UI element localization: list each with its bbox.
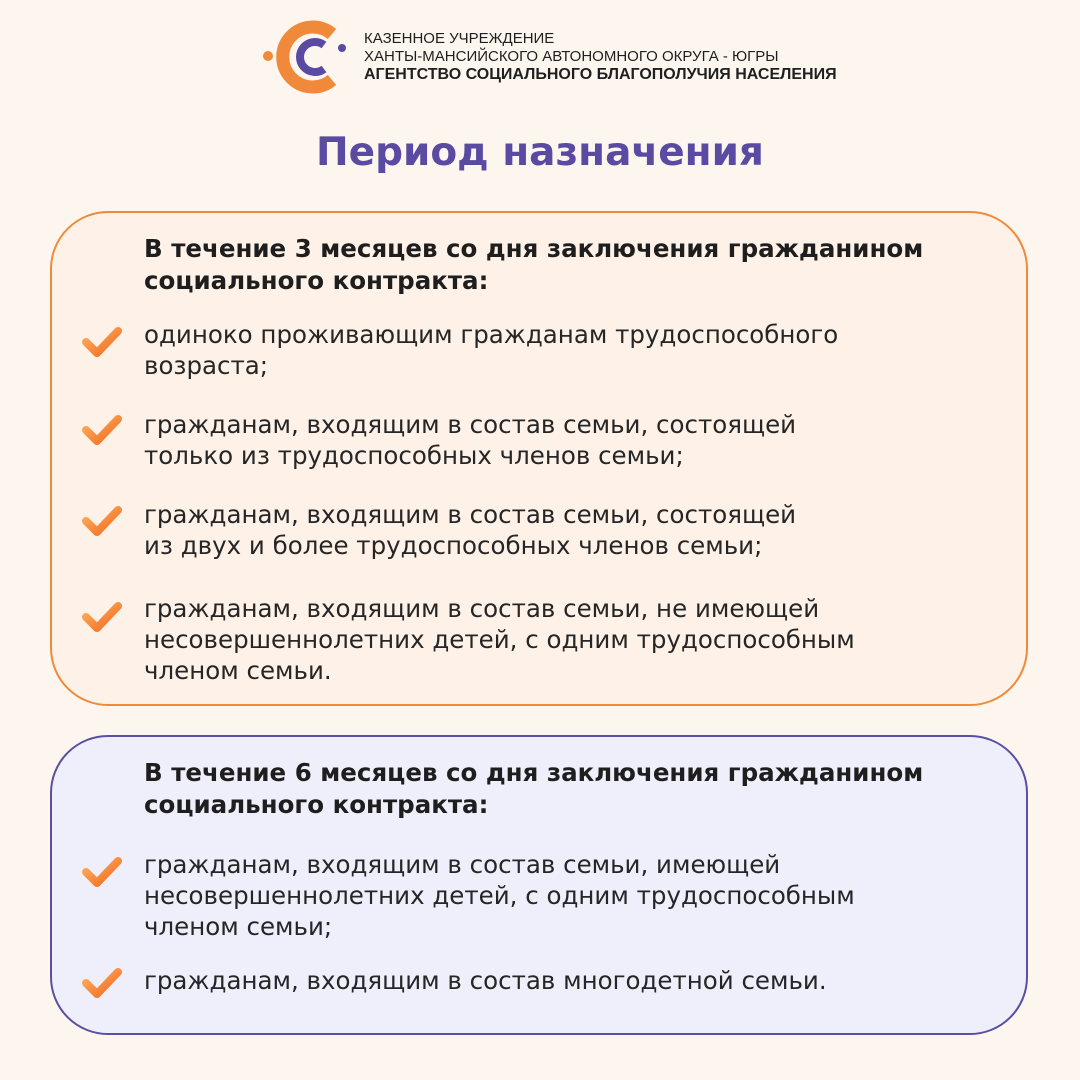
org-line-2: ХАНТЫ-МАНСИЙСКОГО АВТОНОМНОГО ОКРУГА - ЮГРЫ (364, 48, 779, 65)
list-item-line: несовершеннолетних детей, с одним трудоспособным (144, 881, 855, 910)
list-item-line: членом семьи; (144, 912, 333, 941)
list-item (144, 593, 1004, 686)
list-item-line: гражданам, входящим в состав семьи, не имеющей (144, 594, 820, 623)
heading-line: В течение 3 месяцев со дня заключения гражданином (144, 234, 924, 263)
section-3-months-heading (144, 233, 1004, 297)
list-item-line: несовершеннолетних детей, с одним трудоспособным (144, 625, 855, 654)
list-item (144, 849, 1004, 942)
list-item (144, 965, 1004, 996)
list-item-line: гражданам, входящим в состав семьи, состоящей (144, 410, 797, 439)
checkmark-icon (82, 410, 122, 450)
org-line-1: КАЗЕННОЕ УЧРЕЖДЕНИЕ (364, 30, 555, 47)
checkmark-icon (82, 963, 122, 1003)
list-item-line: гражданам, входящим в состав семьи, имеющей (144, 850, 781, 879)
organization-name (364, 30, 837, 84)
heading-line: В течение 6 месяцев со дня заключения гражданином (144, 758, 924, 787)
heading-line: социального контракта: (144, 790, 489, 819)
section-6-months-card (50, 735, 1028, 1035)
checkmark-icon (82, 852, 122, 892)
list-item-line: гражданам, входящим в состав многодетной семьи. (144, 966, 827, 995)
page-title: Период назначения (316, 130, 764, 175)
agency-logo-icon (262, 18, 354, 98)
list-item-line: одиноко проживающим гражданам трудоспособного (144, 320, 839, 349)
list-item-line: только из трудоспособных членов семьи; (144, 441, 684, 470)
checkmark-icon (82, 597, 122, 637)
list-item (144, 409, 1004, 471)
org-line-3: АГЕНТСТВО СОЦИАЛЬНОГО БЛАГОПОЛУЧИЯ НАСЕЛЕНИЯ (364, 66, 837, 83)
list-item-line: из двух и более трудоспособных членов семьи; (144, 531, 763, 560)
list-item (144, 319, 1004, 381)
checkmark-icon (82, 322, 122, 362)
list-item-line: членом семьи. (144, 656, 332, 685)
section-6-months-heading (144, 757, 1004, 821)
list-item-line: возраста; (144, 351, 269, 380)
section-3-months-card (50, 211, 1028, 706)
checkmark-icon (82, 501, 122, 541)
heading-line: социального контракта: (144, 266, 489, 295)
list-item-line: гражданам, входящим в состав семьи, состоящей (144, 500, 797, 529)
list-item (144, 499, 1004, 561)
header (262, 18, 862, 98)
